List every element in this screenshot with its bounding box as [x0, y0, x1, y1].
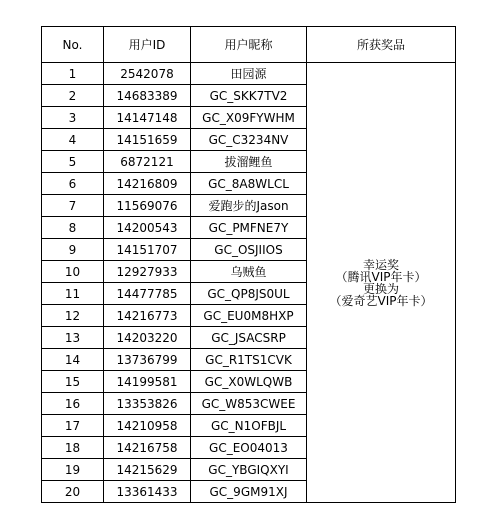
header-user-id: 用户ID	[104, 27, 191, 63]
cell-user-id: 14215629	[104, 459, 191, 481]
cell-nickname: GC_R1TS1CVK	[191, 349, 307, 371]
cell-nickname: GC_X09FYWHM	[191, 107, 307, 129]
table-body	[42, 63, 456, 503]
cell-nickname: 拔溜鲤鱼	[191, 151, 307, 173]
cell-no: 9	[42, 239, 104, 261]
cell-no: 2	[42, 85, 104, 107]
cell-no: 14	[42, 349, 104, 371]
cell-user-id: 6872121	[104, 151, 191, 173]
cell-no: 17	[42, 415, 104, 437]
cell-user-id: 11569076	[104, 195, 191, 217]
prize-line: 更换为	[362, 281, 399, 296]
prize-line: （爱奇艺VIP年卡）	[329, 293, 433, 308]
cell-user-id: 14216758	[104, 437, 191, 459]
cell-user-id: 14199581	[104, 371, 191, 393]
cell-no: 10	[42, 261, 104, 283]
table-header	[42, 27, 456, 63]
cell-no: 6	[42, 173, 104, 195]
cell-user-id: 13361433	[104, 481, 191, 503]
cell-no: 13	[42, 327, 104, 349]
cell-no: 7	[42, 195, 104, 217]
winners-table	[41, 26, 456, 503]
cell-nickname: GC_YBGIQXYI	[191, 459, 307, 481]
cell-nickname: GC_EU0M8HXP	[191, 305, 307, 327]
cell-no: 16	[42, 393, 104, 415]
cell-nickname: GC_9GM91XJ	[191, 481, 307, 503]
cell-nickname: GC_SKK7TV2	[191, 85, 307, 107]
cell-nickname: GC_X0WLQWB	[191, 371, 307, 393]
cell-user-id: 14151659	[104, 129, 191, 151]
cell-user-id: 14216809	[104, 173, 191, 195]
cell-no: 15	[42, 371, 104, 393]
prize-line: 幸运奖	[362, 257, 399, 272]
cell-nickname: GC_OSJIIOS	[191, 239, 307, 261]
cell-user-id: 12927933	[104, 261, 191, 283]
prize-cell	[307, 63, 456, 503]
header-row	[42, 27, 456, 63]
cell-no: 4	[42, 129, 104, 151]
prize-line: （腾讯VIP年卡）	[335, 269, 427, 284]
header-no: No.	[42, 27, 104, 63]
cell-no: 1	[42, 63, 104, 85]
cell-user-id: 14203220	[104, 327, 191, 349]
cell-user-id: 13736799	[104, 349, 191, 371]
cell-nickname: GC_W853CWEE	[191, 393, 307, 415]
cell-nickname: GC_C3234NV	[191, 129, 307, 151]
cell-user-id: 14683389	[104, 85, 191, 107]
cell-user-id: 14151707	[104, 239, 191, 261]
cell-nickname: GC_N1OFBJL	[191, 415, 307, 437]
cell-nickname: GC_QP8JS0UL	[191, 283, 307, 305]
cell-user-id: 13353826	[104, 393, 191, 415]
cell-nickname: GC_EO04013	[191, 437, 307, 459]
cell-no: 19	[42, 459, 104, 481]
cell-user-id: 2542078	[104, 63, 191, 85]
cell-nickname: 田园源	[191, 63, 307, 85]
cell-no: 20	[42, 481, 104, 503]
table-row	[42, 63, 456, 85]
cell-nickname: GC_8A8WLCL	[191, 173, 307, 195]
cell-no: 12	[42, 305, 104, 327]
cell-nickname: GC_PMFNE7Y	[191, 217, 307, 239]
cell-user-id: 14210958	[104, 415, 191, 437]
cell-nickname: 爱跑步的Jason	[191, 195, 307, 217]
cell-no: 5	[42, 151, 104, 173]
cell-user-id: 14477785	[104, 283, 191, 305]
cell-nickname: 乌贼鱼	[191, 261, 307, 283]
cell-no: 8	[42, 217, 104, 239]
cell-user-id: 14216773	[104, 305, 191, 327]
cell-no: 11	[42, 283, 104, 305]
cell-user-id: 14147148	[104, 107, 191, 129]
header-prize: 所获奖品	[307, 27, 456, 63]
cell-nickname: GC_JSACSRP	[191, 327, 307, 349]
cell-user-id: 14200543	[104, 217, 191, 239]
cell-no: 18	[42, 437, 104, 459]
header-nickname: 用户昵称	[191, 27, 307, 63]
cell-no: 3	[42, 107, 104, 129]
